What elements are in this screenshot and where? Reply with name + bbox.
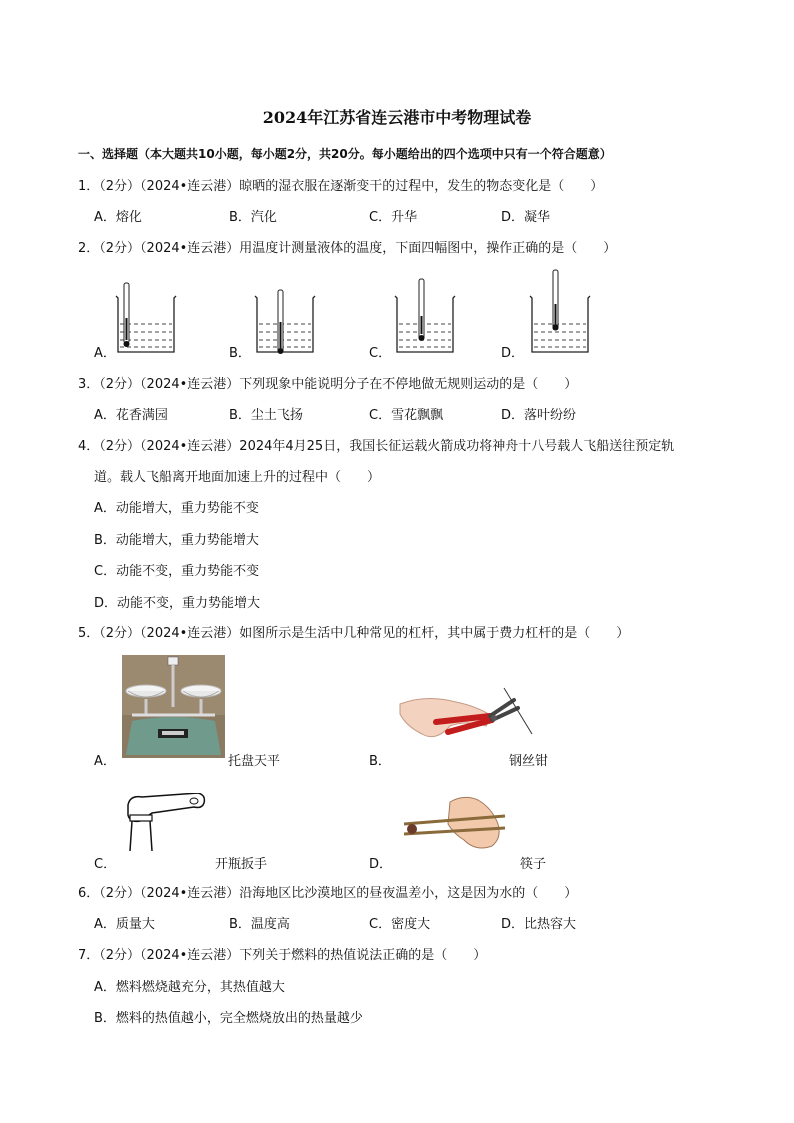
q5-option-d: D．: [369, 857, 393, 872]
q4-option-d: D．动能不变，重力势能增大: [94, 596, 261, 611]
q6-option-b: B．温度高: [229, 917, 290, 932]
question-7-stem: 7．（2分）（2024•连云港）下列关于燃料的热值说法正确的是（ ）: [78, 948, 487, 963]
question-5-stem: 5．（2分）（2024•连云港）如图所示是生活中几种常见的杠杆，其中属于费力杠杆的是（ ）: [78, 626, 630, 641]
q6-option-a: A．质量大: [94, 917, 155, 932]
q3-option-c: C．雪花飘飘: [369, 408, 444, 423]
section-heading: 一、选择题（本大题共10小题，每小题2分，共20分。每小题给出的四个选项中只有一个符合题意）: [78, 147, 612, 161]
q1-option-b: B．汽化: [229, 210, 277, 225]
question-4-stem-line2: 道。载人飞船离开地面加速上升的过程中（ ）: [94, 470, 381, 485]
q2-option-b: B．: [229, 346, 251, 361]
q1-option-c: C．升华: [369, 210, 418, 225]
q1-option-a: A．熔化: [94, 210, 142, 225]
q5-option-a: A．: [94, 754, 116, 769]
q4-option-b: B．动能增大，重力势能增大: [94, 533, 259, 548]
thermometer-in-beaker-icon: [112, 280, 178, 356]
q2-option-c: C．: [369, 346, 392, 361]
q5-option-c: C．: [94, 857, 117, 872]
q2-option-d: D．: [501, 346, 525, 361]
q6-option-d: D．比热容大: [501, 917, 577, 932]
q3-option-a: A．花香满园: [94, 408, 168, 423]
question-1-stem: 1．（2分）（2024•连云港）晾晒的湿衣服在逐渐变干的过程中，发生的物态变化是（ ）: [78, 179, 604, 194]
question-4-stem-line1: 4．（2分）（2024•连云港）2024年4月25日，我国长征运载火箭成功将神舟十八号载人飞船送往预定轨: [78, 439, 675, 454]
q3-option-b: B．尘土飞扬: [229, 408, 303, 423]
page-title: 2024年江苏省连云港市中考物理试卷: [262, 108, 532, 127]
q5-caption-b: 钢丝钳: [509, 754, 549, 769]
q7-option-a: A．燃料燃烧越充分，其热值越大: [94, 980, 285, 995]
question-2-stem: 2．（2分）（2024•连云港）用温度计测量液体的温度，下面四幅图中，操作正确的是（ ）: [78, 241, 617, 256]
q5-caption-a: 托盘天平: [228, 754, 281, 769]
thermometer-in-beaker-icon: [391, 276, 457, 356]
wire-pliers-icon: [396, 686, 536, 754]
question-6-stem: 6．（2分）（2024•连云港）沿海地区比沙漠地区的昼夜温差小，这是因为水的（ ）: [78, 886, 578, 901]
q4-option-a: A．动能增大，重力势能不变: [94, 501, 259, 516]
balance-scale-icon: [122, 655, 225, 758]
q4-option-c: C．动能不变，重力势能不变: [94, 564, 260, 579]
q6-option-c: C．密度大: [369, 917, 431, 932]
thermometer-in-beaker-icon: [526, 268, 592, 356]
chopsticks-icon: [402, 794, 507, 852]
q1-option-d: D．凝华: [501, 210, 551, 225]
q5-option-b: B．: [369, 754, 391, 769]
thermometer-in-beaker-icon: [251, 280, 317, 356]
q2-option-a: A．: [94, 346, 116, 361]
bottle-opener-icon: [118, 793, 208, 853]
q5-caption-c: 开瓶扳手: [215, 857, 268, 872]
q7-option-b: B．燃料的热值越小，完全燃烧放出的热量越少: [94, 1011, 363, 1026]
q5-caption-d: 筷子: [520, 857, 547, 872]
q3-option-d: D．落叶纷纷: [501, 408, 577, 423]
question-3-stem: 3．（2分）（2024•连云港）下列现象中能说明分子在不停地做无规则运动的是（ ）: [78, 377, 578, 392]
